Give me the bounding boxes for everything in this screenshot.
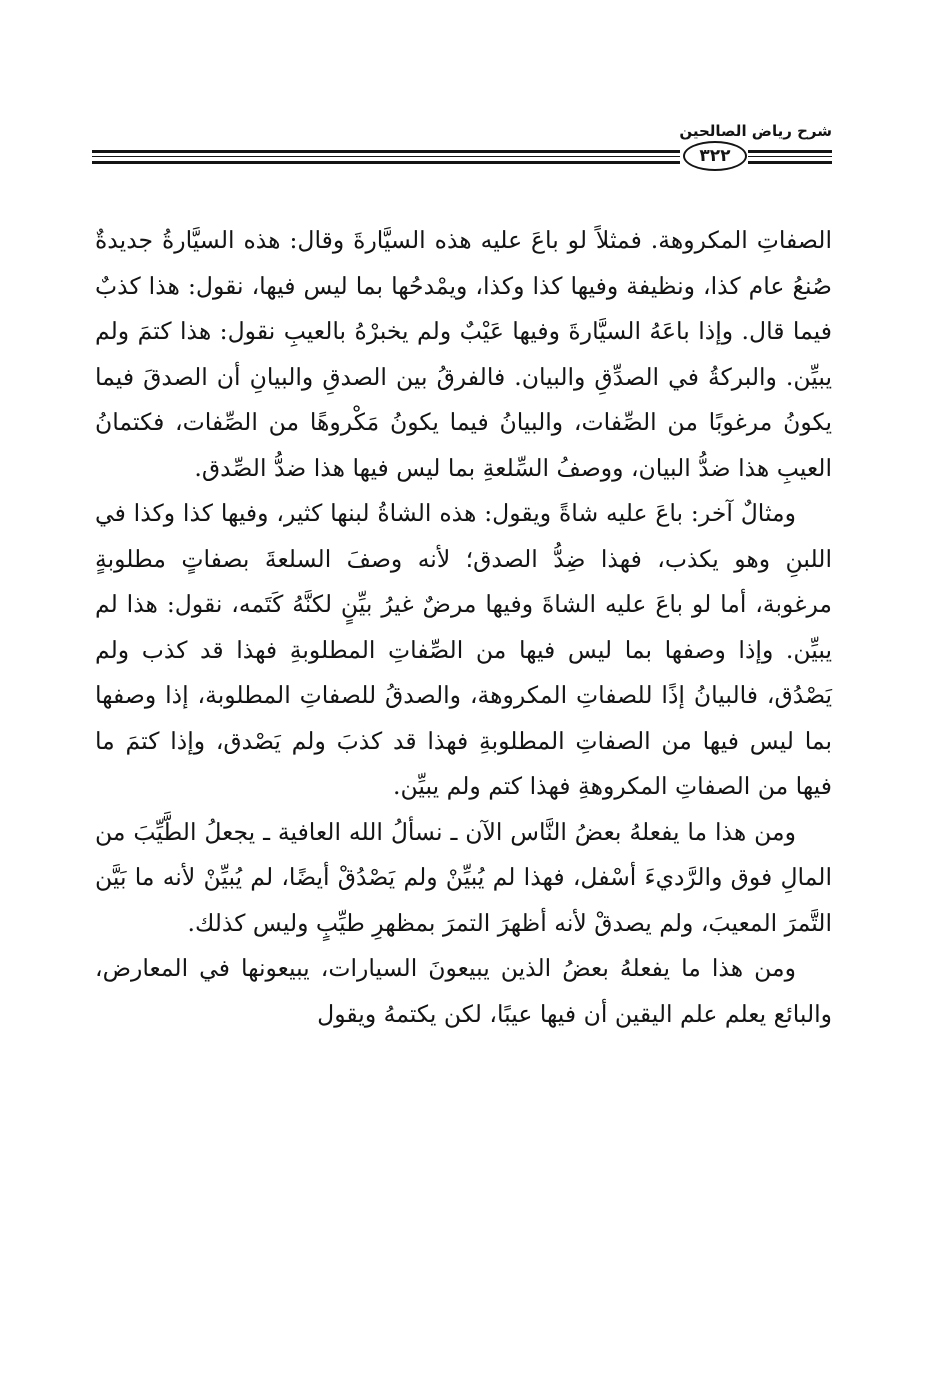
body-text [95, 218, 832, 1037]
paragraph-4: ومن هذا ما يفعلهُ بعضُ الذين يبيعونَ السيارات، يبيعونها في المعارض، والبائع يعلم علم اليقين أن فيها عيبًا، لكن يكتمهُ ويقول [95, 954, 832, 1028]
page-number: ٣٢٢ [683, 141, 747, 171]
paragraph-1: الصفاتِ المكروهة. فمثلاً لو باعَ عليه هذه السيَّارةَ وقال: هذه السيَّارةُ جديدةٌ صُنعُ عام كذا، ونظيفة وفيها كذا وكذا، ويمْدحُها بما ليس فيها، نقول: هذا كذبٌ فيما قال. وإذا باعَهُ السيَّارةَ وفيها عَيْبٌ ولم يخبرْهُ بالعيبِ نقول: هذا كتمَ ولم يبيِّن. والبركةُ في الصدِّقِ والبيان. فالفرقُ بين الصدقِ والبيانِ أن الصدقَ فيما يكونُ مرغوبًا من الصِّفات، والبيانُ فيما يكونُ مَكْروهًا من الصِّفات، فكتمانُ العيبِ هذا ضدُّ البيان، ووصفُ السِّلعةِ بما ليس فيها هذا ضدُّ الصِّدق. [95, 226, 832, 482]
running-title: شرح رياض الصالحين [679, 122, 832, 140]
paragraph-3: ومن هذا ما يفعلهُ بعضُ النَّاس الآن ـ نسألُ الله العافية ـ يجعلُ الطَّيِّبَ من المالِ فوق والرَّديءَ أسْفل، فهذا لم يُبيِّنْ ولم يَصْدُقْ أيضًا، لم يُبيِّنْ لأنه ما بَيَّن التَّمرَ المعيبَ، ولم يصدقْ لأنه أظهرَ التمرَ بمظهرِ طيِّبٍ وليس كذلك. [95, 817, 832, 937]
paragraph-2: ومثالٌ آخر: باعَ عليه شاةً ويقول: هذه الشاةُ لبنها كثير، وفيها كذا وكذا في اللبنِ وهو يكذب، فهذا ضِدُّ الصدق؛ لأنه وصفَ السلعةَ بصفاتٍ مطلوبةٍ مرغوبة، أما لو باعَ عليه الشاةَ وفيها مرضٌ غيرُ بيِّنٍ لكنَّهُ كَتَمه، نقول: هذا لم يبيِّن. وإذا وصفها بما ليس فيها من الصِّفاتِ المطلوبةِ فهذا قد كذب ولم يَصْدُق، فالبيانُ إذًا للصفاتِ المكروهة، والصدقُ للصفاتِ المطلوبة، إذا وصفها بما ليس فيها من الصفاتِ المطلوبةِ فهذا قد كذبَ ولم يَصْدق، وإذا كتمَ ما فيها من الصفاتِ المكروهةِ فهذا كتم ولم يبيِّن. [95, 499, 832, 800]
